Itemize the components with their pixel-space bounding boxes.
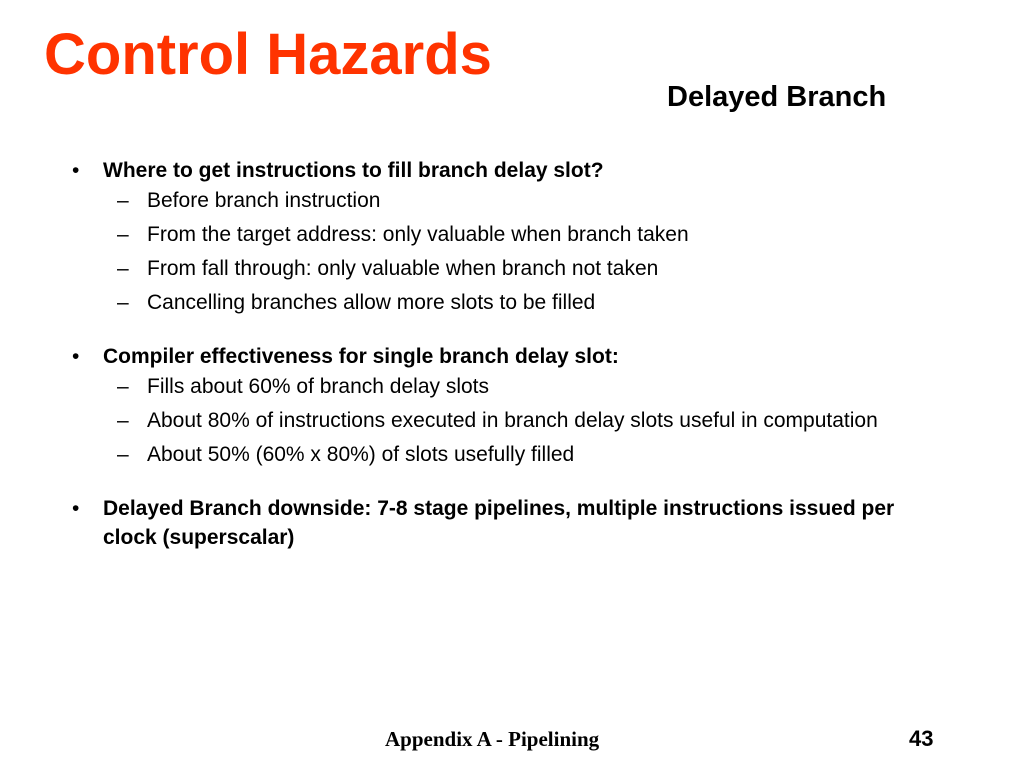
sub-bullet-text: About 80% of instructions executed in branch delay slots useful in computation: [147, 409, 878, 432]
bullet-dot-icon: •: [72, 497, 80, 520]
bullet-dot-icon: •: [72, 345, 80, 368]
sub-bullet-item: [103, 441, 952, 469]
sub-bullet-item: [103, 407, 952, 435]
bullet-item: [72, 342, 952, 469]
sub-bullet-text: Fills about 60% of branch delay slots: [147, 375, 490, 398]
bullet-text: Delayed Branch downside: 7-8 stage pipelines, multiple instructions issued per clock (superscalar): [103, 497, 895, 549]
bullet-item: [72, 494, 952, 552]
sub-bullet-item: [103, 255, 952, 283]
bullet-text: Compiler effectiveness for single branch delay slot:: [103, 345, 619, 368]
sub-bullet-text: Before branch instruction: [147, 189, 381, 212]
sub-bullet-item: [103, 187, 952, 215]
bullet-text: Where to get instructions to fill branch delay slot?: [103, 159, 604, 182]
sub-bullet-item: [103, 289, 952, 317]
bullet-item: [72, 156, 952, 317]
dash-icon: –: [117, 409, 129, 432]
sub-bullet-list: [103, 373, 952, 469]
dash-icon: –: [117, 375, 129, 398]
page-number: 43: [909, 726, 934, 751]
slide-subtitle: Delayed Branch: [667, 81, 887, 113]
bullet-dot-icon: •: [72, 159, 80, 182]
sub-bullet-item: [103, 373, 952, 401]
dash-icon: –: [117, 257, 129, 280]
sub-bullet-list: [103, 187, 952, 317]
sub-bullet-item: [103, 221, 952, 249]
dash-icon: –: [117, 189, 129, 212]
sub-bullet-text: From the target address: only valuable when branch taken: [147, 223, 689, 246]
slide-body: [72, 156, 952, 577]
dash-icon: –: [117, 443, 129, 466]
dash-icon: –: [117, 291, 129, 314]
slide-title: Control Hazards: [44, 22, 492, 87]
dash-icon: –: [117, 223, 129, 246]
sub-bullet-text: About 50% (60% x 80%) of slots usefully filled: [147, 443, 575, 466]
sub-bullet-text: From fall through: only valuable when branch not taken: [147, 257, 659, 280]
sub-bullet-text: Cancelling branches allow more slots to be filled: [147, 291, 596, 314]
slide-footer: Appendix A - Pipelining: [385, 727, 600, 751]
